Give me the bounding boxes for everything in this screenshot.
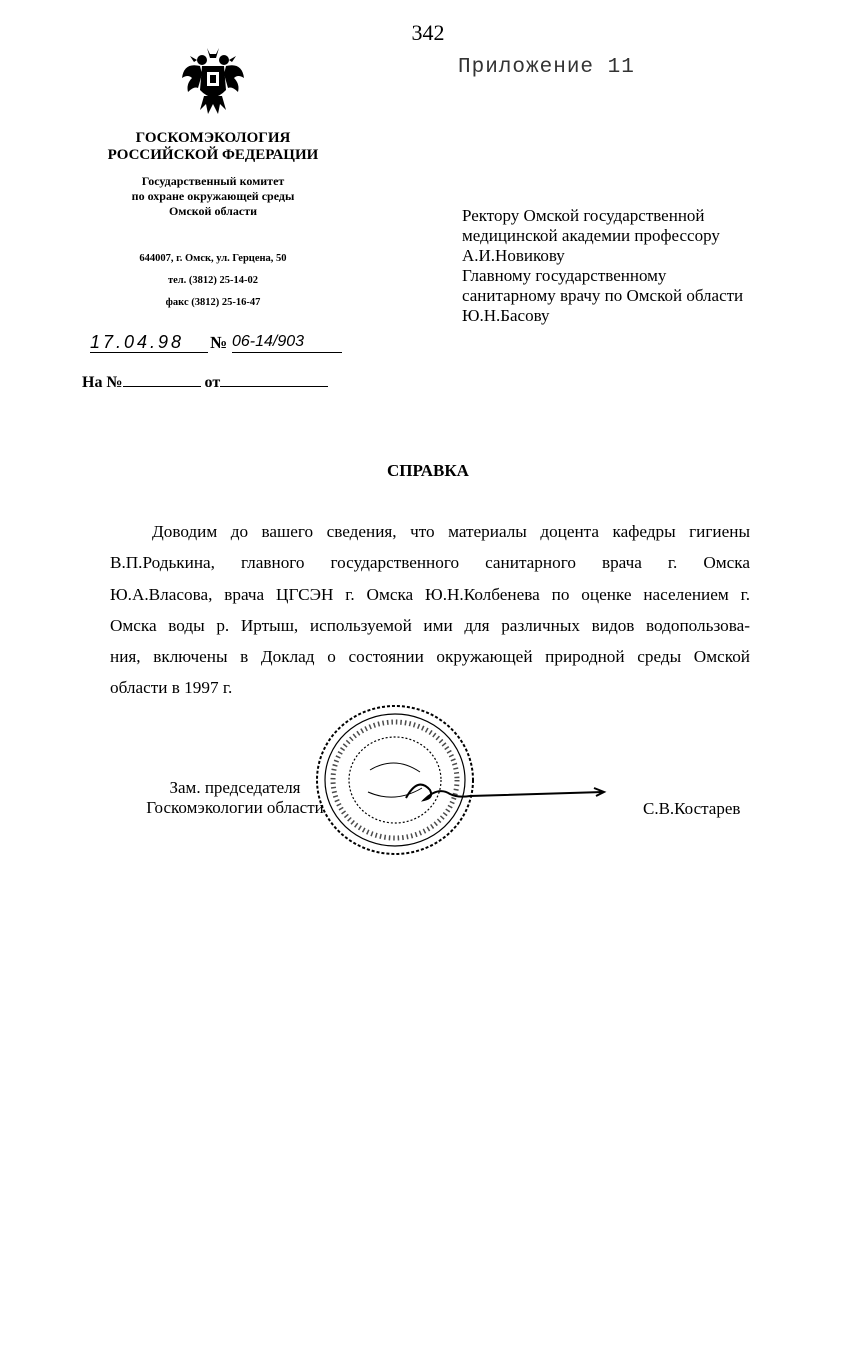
- body-line: ния, включены в Доклад о состоянии окружающей природной среды Омской: [110, 647, 750, 667]
- body-line: области в 1997 г.: [110, 678, 233, 698]
- signer-position-line: Зам. председателя: [169, 778, 301, 797]
- addressee-line: А.И.Новикову: [462, 246, 565, 265]
- reference-date-label: от: [204, 374, 221, 391]
- organization-name-line: РОССИЙСКОЙ ФЕДЕРАЦИИ: [107, 147, 319, 163]
- committee-name-line: Государственный комитет: [141, 174, 285, 188]
- addressee-line: медицинской академии профессору: [462, 226, 720, 245]
- organization-name: [82, 130, 344, 164]
- page-number: 342: [411, 20, 445, 45]
- committee-name-line: Омской области: [168, 204, 258, 218]
- appendix-label: Приложение 11: [458, 56, 635, 79]
- body-line: Ю.А.Власова, врача ЦГСЭН г. Омска Ю.Н.Колбенева по оценке населением г.: [110, 584, 750, 604]
- reference-number-label: На №: [82, 374, 123, 391]
- body-line: Доводим до вашего сведения, что материалы доцента кафедры гигиены: [152, 522, 750, 541]
- committee-name-line: по охране окружающей среды: [131, 189, 295, 203]
- outgoing-registration: [90, 332, 342, 356]
- outgoing-number: 06-14/903: [232, 332, 342, 353]
- organization-name-line: ГОСКОМЭКОЛОГИЯ: [135, 130, 291, 146]
- outgoing-number-label: №: [210, 333, 228, 352]
- reference-line: [82, 372, 328, 392]
- signer-name: С.В.Костарев: [643, 799, 741, 818]
- addressee-line: санитарному врачу по Омской области: [462, 286, 744, 305]
- phone-number: тел. (3812) 25-14-02: [167, 275, 259, 286]
- document-title: СПРАВКА: [387, 461, 469, 480]
- signer-position-line: Госкомэкологии области: [146, 798, 324, 817]
- signer-position: [132, 778, 338, 818]
- addressee-line: Ю.Н.Басову: [462, 306, 550, 325]
- outgoing-date: 17.04.98: [90, 332, 208, 353]
- contact-block: [82, 248, 344, 314]
- fax-number: факс (3812) 25-16-47: [165, 297, 261, 308]
- body-line: Омска воды р. Иртыш, используемой ими для различных видов водопользова-: [110, 615, 750, 635]
- addressee-line: Ректору Омской государственной: [462, 206, 705, 225]
- reference-number-blank: [123, 372, 201, 387]
- addressee-line: Главному государственному: [462, 266, 667, 285]
- body-line: В.П.Родькина, главного государственного санитарного врача г. Омска: [110, 553, 750, 573]
- postal-address: 644007, г. Омск, ул. Герцена, 50: [139, 253, 287, 264]
- signature-icon: [398, 768, 608, 818]
- document-body: [110, 516, 750, 704]
- committee-name: [82, 174, 344, 219]
- reference-date-blank: [220, 372, 328, 387]
- coat-of-arms-icon: [180, 44, 246, 118]
- addressee-block: [462, 206, 743, 326]
